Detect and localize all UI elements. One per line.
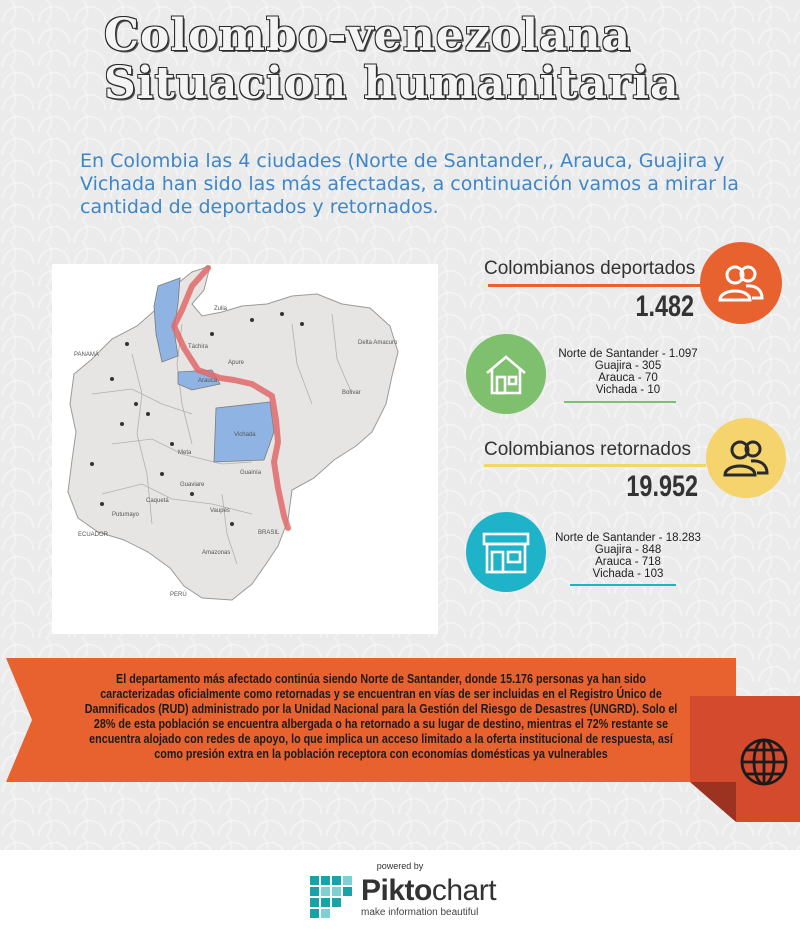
map-label-amazonas: Amazonas <box>202 550 231 556</box>
map-label-tachira: Táchira <box>188 344 209 350</box>
list-item: Vichada - 10 <box>595 384 661 396</box>
list-item: Norte de Santander - 18.283 <box>555 532 701 544</box>
title-line-2: Situacion humanitaria <box>104 58 680 109</box>
map-label-vaupes: Vaupés <box>210 508 230 514</box>
map-label-zulia: Zulia <box>214 306 228 312</box>
list-item: Arauca - 718 <box>595 556 661 568</box>
piktochart-tagline: make information beautiful <box>361 907 479 918</box>
deportados-list-underline <box>564 401 676 403</box>
retornados-label: Colombianos retornados <box>484 439 692 460</box>
people-icon <box>721 437 771 479</box>
globe-icon <box>738 736 790 788</box>
list-item: Guajira - 848 <box>594 544 662 556</box>
map-label-vichada: Vichada <box>234 432 256 438</box>
title-line-1: Colombo-venezolana <box>104 10 631 61</box>
map-label-ecuador: ECUADOR <box>78 532 109 538</box>
piktochart-logo-icon[interactable] <box>310 876 354 920</box>
deportados-label: Colombianos deportados <box>484 258 696 279</box>
map-label-meta: Meta <box>178 450 192 456</box>
colombia-venezuela-map <box>52 264 438 634</box>
map-label-caqueta: Caquetá <box>146 498 169 504</box>
retornados-icon-circle <box>706 418 786 498</box>
map-label-bolivar: Bolívar <box>342 390 361 396</box>
piktochart-wordmark[interactable] <box>361 874 496 908</box>
map-label-guaviare: Guaviare <box>180 482 205 488</box>
brand-part-a: Pikto <box>361 874 432 907</box>
deportados-total: 1.482 <box>635 290 694 323</box>
list-item: Guajira - 305 <box>594 360 662 372</box>
map-label-arauca: Arauca <box>198 378 218 384</box>
list-item: Norte de Santander - 1.097 <box>558 348 698 360</box>
map-label-apure: Apure <box>228 360 245 366</box>
deportados-breakdown-circle <box>466 334 546 414</box>
map-label-brasil: BRASIL <box>258 530 280 536</box>
map-label-putumayo: Putumayo <box>112 512 140 518</box>
house-icon <box>483 351 529 397</box>
map-label-delta-amacuro: Delta Amacuro <box>358 340 398 346</box>
retornados-total: 19.952 <box>626 470 698 503</box>
deportados-icon-circle <box>700 242 782 324</box>
banner-text: El departamento más afectado continúa siendo Norte de Santander, donde 15.176 personas ya han sido caracterizadas oficialmente como retornadas y se encuentran en vías de ser incluidas en el Registro Único de Damnificados (RUD) administrado por la Unidad Nacional para la Gestión del Riesgo de Desastres (UNGRD). Solo el 28% de esta población se encuentra albergada o ha retornado a su lugar de destino, mientras el 72% restante se encuentra alojado con redes de apoyo, lo que implica un acceso limitado a la oferta institucional de respuesta, así como presión extra en la población receptora con economías domésticas ya vulnerables <box>84 672 678 761</box>
deportados-breakdown-list <box>540 348 716 396</box>
retornados-breakdown-list <box>544 532 712 580</box>
list-item: Vichada - 103 <box>592 568 664 580</box>
brand-part-b: chart <box>431 874 497 907</box>
retornados-underline <box>484 464 706 467</box>
map-label-peru: PERÚ <box>170 592 187 598</box>
map-label-guainia: Guainía <box>240 470 262 476</box>
map-label-panama: PANAMÁ <box>74 352 99 358</box>
powered-by-text: powered by <box>376 861 424 871</box>
intro-paragraph: En Colombia las 4 ciudades (Norte de Santander,, Arauca, Guajira y Vichada han sido las más afectadas, a continuación vamos a mirar la cantidad de deportados y retornados. <box>80 150 739 218</box>
store-icon <box>481 530 531 574</box>
deportados-underline <box>488 284 702 287</box>
list-item: Arauca - 70 <box>598 372 658 384</box>
retornados-breakdown-circle <box>466 512 546 592</box>
retornados-list-underline <box>570 584 676 586</box>
page-title <box>104 12 744 108</box>
people-icon <box>716 262 766 304</box>
